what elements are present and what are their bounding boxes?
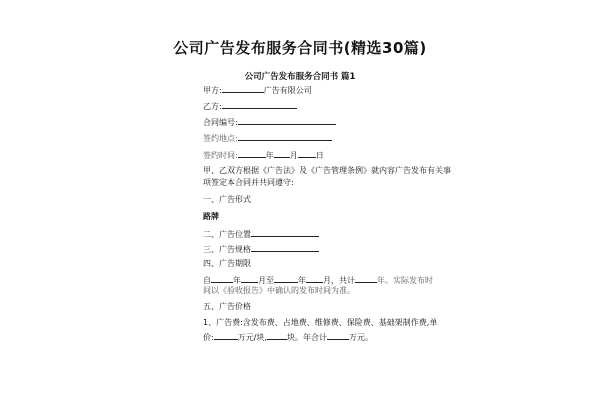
sign-place-blank [238,132,332,141]
sign-place-label: 签约地点: [203,134,238,143]
price-unit-3: 万元。 [348,333,373,342]
sign-place-line [203,132,332,144]
annual-total-blank [327,331,349,340]
sign-day-blank [298,149,316,158]
party-b-line [203,100,297,112]
section-5-line-1: 1、广告费:含发布费、占地费、维修费、保险费、基础架制作费,单 [203,318,438,327]
unit-count-blank [267,331,287,340]
price-unit-2: 块。年合计 [286,333,327,342]
period-month1-blank [241,274,258,283]
section-2-heading: 二、广告位置 [203,230,251,239]
price-per-unit-blank [214,331,238,340]
party-a-line [203,84,312,96]
section-2-blank [251,228,319,237]
price-label: 价: [203,333,214,342]
sign-month-label: 月 [289,151,298,160]
section-4-heading: 四、广告期限 [203,259,251,268]
party-b-label: 乙方: [203,102,222,111]
intro-line-1: 甲、乙双方根据《广告法》及《广告管理条例》就内容广告发布有关事 [203,166,451,175]
sign-day-label: 日 [315,151,324,160]
section-3-heading: 三、广告规格 [203,245,251,254]
period-year1-blank [211,274,233,283]
party-a-suffix: 广告有限公司 [263,86,312,95]
section-4-period-line [203,274,433,286]
contract-no-blank [238,116,336,125]
section-4-line-2: 间以《验收报告》中确认的发布时间为准。 [203,286,355,295]
party-b-blank [222,100,297,109]
contract-no-label: 合同编号: [203,118,238,127]
section-5-heading: 五、广告价格 [203,302,251,311]
section-5-price-line [203,331,373,343]
price-unit-1: 万元/块, [237,333,267,342]
section-2-line [203,228,319,240]
period-year2-blank [274,274,298,283]
sign-time-label: 签约时间: [203,151,238,160]
party-a-blank [222,84,264,93]
section-3-line [203,243,319,255]
party-a-label: 甲方: [203,86,222,95]
contract-subtitle: 公司广告发布服务合同书 篇1 [244,72,356,82]
period-month-total: 月，共计 [323,276,355,285]
period-year2-label: 年 [298,276,306,285]
sign-year-label: 年 [265,151,274,160]
period-from: 自 [203,276,211,285]
document-title: 公司广告发布服务合同书(精选30篇) [173,39,427,57]
sign-time-line [203,149,324,161]
sign-year-blank [238,149,266,158]
section-1-value: 路牌 [203,212,219,221]
period-total-blank [355,274,377,283]
period-year1-label: 年 [233,276,241,285]
sign-month-blank [274,149,290,158]
period-tail: 年。实际发布时 [377,276,433,285]
contract-no-line [203,116,336,128]
period-month-to: 月至 [258,276,274,285]
section-3-blank [251,243,319,252]
period-month2-blank [306,274,323,283]
section-1-heading: 一、广告形式 [203,195,251,204]
intro-line-2: 项签定本合同并共同遵守: [203,178,294,187]
